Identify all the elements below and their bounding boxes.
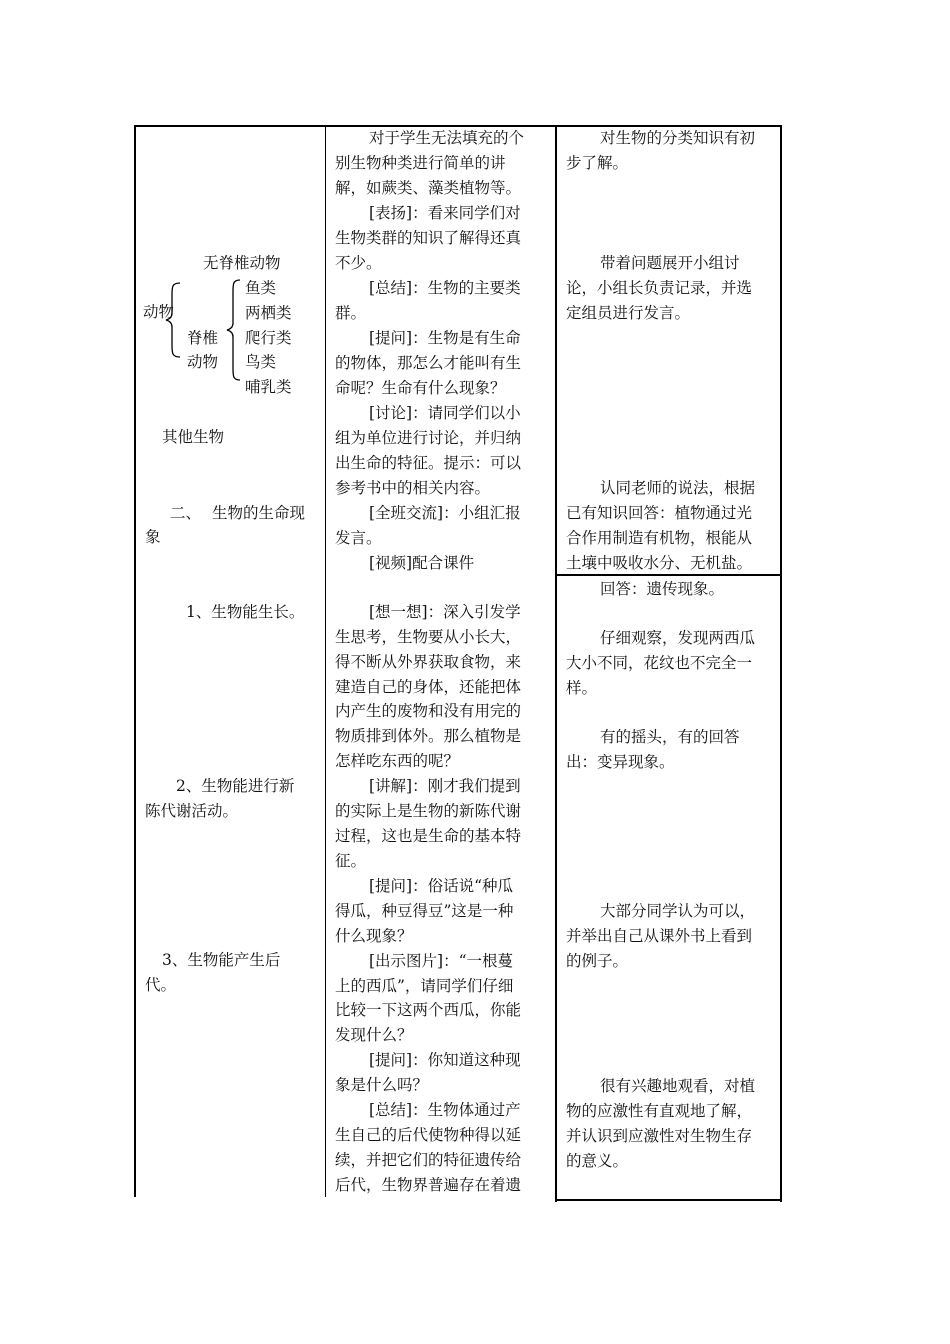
text-line: 出生命的特征。提示：可以 [335, 454, 522, 472]
brace-vertebrates-icon [224, 278, 244, 382]
text-line: 后代，生物界普遍存在着遗 [335, 1176, 522, 1194]
text-line: [总结]：生物的主要类 [369, 279, 521, 297]
text-line: 发言。 [335, 529, 382, 547]
section-2-title-2: 象 [145, 528, 161, 546]
text-line: 的物体，那怎么才能叫有生 [335, 354, 522, 372]
text-line: [全班交流]：小组汇报 [369, 504, 521, 522]
point-2-line-2: 陈代谢活动。 [145, 802, 239, 820]
label-amphibians: 两栖类 [245, 304, 292, 322]
text-line: 不少。 [335, 254, 382, 272]
label-animals: 动物 [143, 303, 175, 321]
text-line: 发现什么？ [335, 1026, 413, 1044]
text-line: 论，小组长负责记录，并选 [566, 279, 753, 297]
point-3-line-1: 3、生物能产生后 [162, 951, 281, 969]
text-line: 并举出自己从课外书上看到 [566, 927, 753, 945]
text-line: 象是什么吗？ [335, 1076, 429, 1094]
label-mammals: 哺乳类 [245, 378, 292, 396]
text-line: 续，并把它们的特征遗传给 [335, 1151, 522, 1169]
label-vertebrates-2: 动物 [187, 353, 219, 371]
text-line: 解，如蕨类、藻类植物等。 [335, 179, 522, 197]
text-line: 过程，这也是生命的基本特 [335, 827, 522, 845]
text-line: 样。 [566, 679, 598, 697]
text-line: [提问]：俗话说“种瓜 [369, 877, 514, 895]
text-line: 什么现象？ [335, 927, 413, 945]
text-line: 得瓜，种豆得豆”这是一种 [335, 902, 514, 920]
text-line: 仔细观察，发现两西瓜 [600, 629, 756, 647]
label-other-organisms: 其他生物 [162, 428, 225, 446]
brace-animals-icon [164, 281, 184, 359]
col3-bottom-border [555, 1199, 782, 1201]
text-line: 对于学生无法填充的个 [369, 129, 525, 147]
text-line: [视频]配合课件 [369, 554, 475, 572]
text-line: 合作用制造有机物，根能从 [566, 529, 753, 547]
text-line: 对生物的分类知识有初 [600, 129, 756, 147]
text-line: 生思考，生物要从小长大， [335, 628, 522, 646]
text-line: 大部分同学认为可以， [600, 902, 756, 920]
label-vertebrates-1: 脊椎 [187, 329, 219, 347]
point-3-line-2: 代。 [145, 976, 177, 994]
text-line: 大小不同，花纹也不完全一 [566, 654, 753, 672]
text-line: 生物类群的知识了解得还真 [335, 229, 522, 247]
text-line: 组为单位进行讨论，并归纳 [335, 429, 522, 447]
text-line: 物质排到体外。那么植物是 [335, 727, 522, 745]
text-line: 的意义。 [566, 1152, 629, 1170]
text-line: 征。 [335, 852, 367, 870]
text-line: 认同老师的说法，根据 [600, 479, 756, 497]
label-reptiles: 爬行类 [245, 329, 292, 347]
text-line: 比较一下这两个西瓜，你能 [335, 1001, 522, 1019]
text-line: 出：变异现象。 [566, 753, 675, 771]
text-line: 上的西瓜”，请同学们仔细 [335, 977, 514, 995]
text-line: [表扬]：看来同学们对 [369, 204, 521, 222]
label-fish: 鱼类 [245, 279, 277, 297]
label-invertebrates: 无脊椎动物 [203, 254, 281, 272]
text-line: 群。 [335, 304, 367, 322]
text-line: [想一想]：深入引发学 [369, 603, 521, 621]
text-line: 定组员进行发言。 [566, 304, 691, 322]
text-line: 命呢？生命有什么现象？ [335, 379, 506, 397]
table-right-border [780, 125, 782, 1202]
text-line: 的例子。 [566, 952, 629, 970]
text-line: [提问]：生物是有生命 [369, 329, 521, 347]
text-line: 土壤中吸收水分、无机盐。 [566, 554, 753, 572]
point-1: 1、生物能生长。 [186, 603, 305, 621]
text-line: 生自己的后代使物种得以延 [335, 1126, 522, 1144]
text-line: [讲解]：刚才我们提到 [369, 777, 521, 795]
label-birds: 鸟类 [245, 353, 277, 371]
text-line: 得不断从外界获取食物，来 [335, 653, 522, 671]
text-line: 已有知识回答：植物通过光 [566, 504, 753, 522]
text-line: 的实际上是生物的新陈代谢 [335, 802, 522, 820]
point-2-line-1: 2、生物能进行新 [176, 777, 295, 795]
text-line: [出示图片]：“一根蔓 [369, 952, 514, 970]
section-2-number: 二、 [170, 504, 202, 522]
section-2-title-1: 生物的生命现 [212, 504, 306, 522]
table-divider-2 [555, 125, 557, 1202]
text-line: 有的摇头，有的回答 [600, 728, 740, 746]
text-line: 参考书中的相关内容。 [335, 479, 491, 497]
text-line: 别生物种类进行简单的讲 [335, 154, 506, 172]
text-line: [总结]：生物体通过产 [369, 1101, 521, 1119]
text-line: 回答：遗传现象。 [600, 580, 725, 598]
text-line: 步了解。 [566, 154, 629, 172]
text-line: 并认识到应激性对生物生存 [566, 1127, 753, 1145]
text-line: 怎样吃东西的呢？ [335, 752, 460, 770]
text-line: 很有兴趣地观看，对植 [600, 1077, 756, 1095]
text-line: 建造自己的身体，还能把体 [335, 678, 522, 696]
text-line: [提问]：你知道这种现 [369, 1051, 521, 1069]
text-line: 内产生的废物和没有用完的 [335, 702, 522, 720]
text-line: [讨论]：请同学们以小 [369, 404, 521, 422]
text-line: 物的应激性有直观地了解， [566, 1102, 753, 1120]
table-left-border [134, 125, 136, 1197]
text-line: 带着问题展开小组讨 [600, 254, 740, 272]
table-divider-1 [325, 125, 326, 1197]
